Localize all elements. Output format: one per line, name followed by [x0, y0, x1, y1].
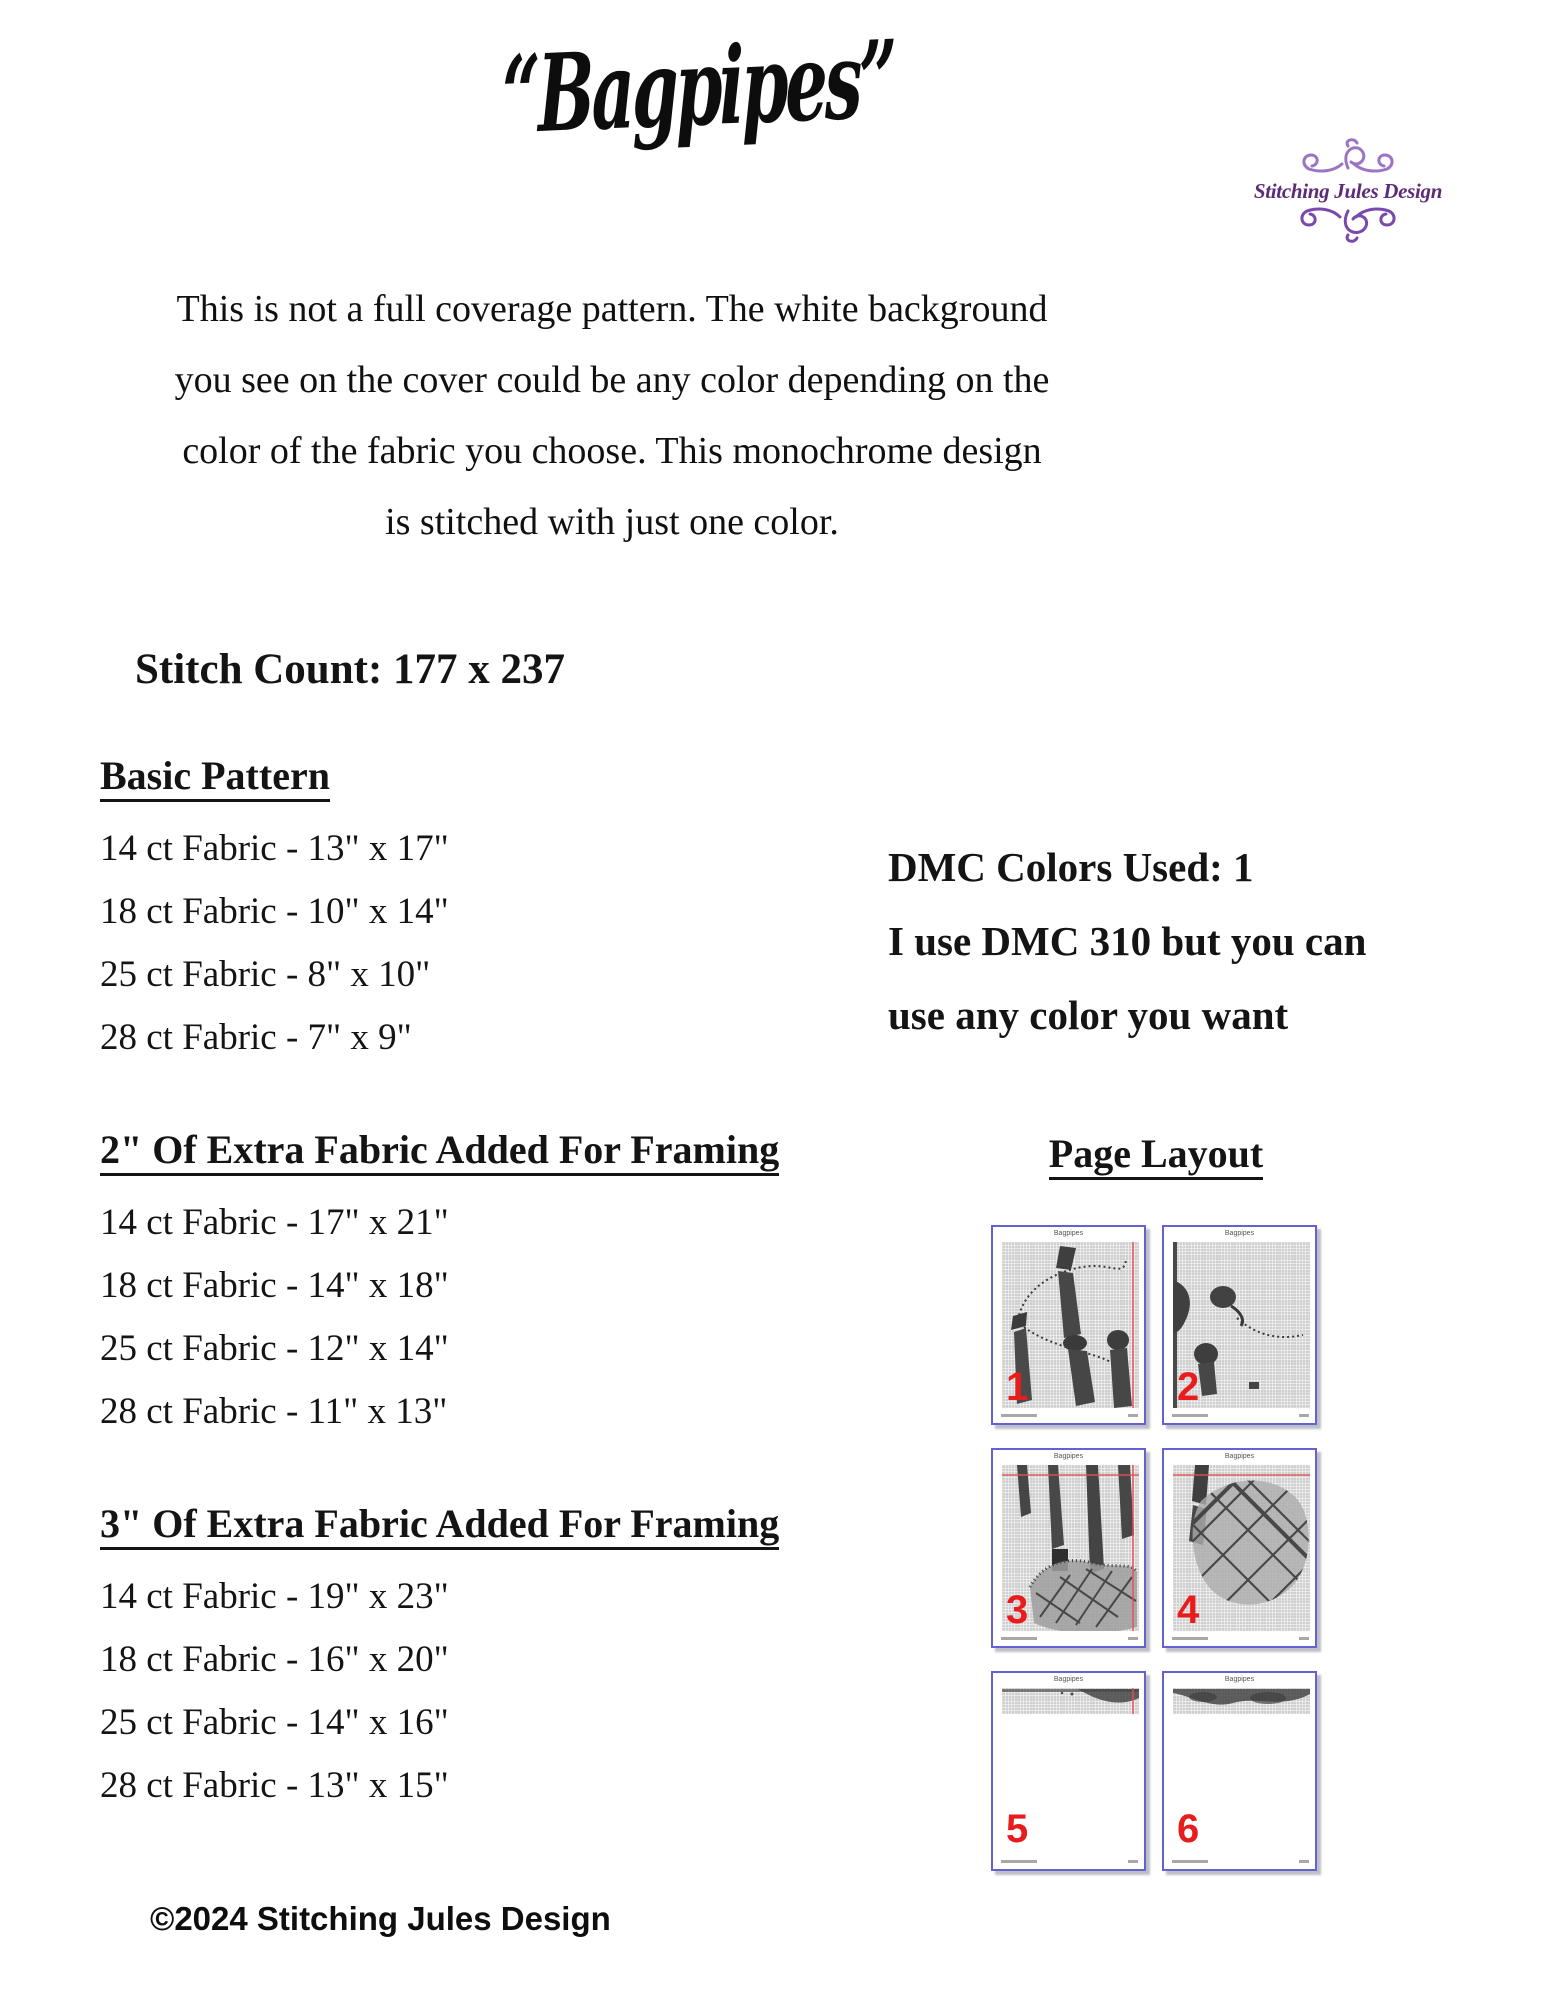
- fabric-size-item: 18 ct Fabric - 10" x 14": [100, 891, 449, 932]
- thumbnail-footer-left: [1001, 1414, 1037, 1417]
- pattern-boundary-line: [1002, 1474, 1139, 1476]
- page-thumbnail-2: [1162, 1225, 1317, 1425]
- thumbnail-footer-right: [1128, 1860, 1138, 1863]
- thumbnail-mini-title: Bagpipes: [1053, 1230, 1084, 1237]
- thumbnail-page-number: 5: [1006, 1807, 1029, 1851]
- thumbnail-mini-title: Bagpipes: [1053, 1453, 1084, 1460]
- intro-line: is stitched with just one color.: [385, 501, 839, 543]
- copyright-text: ©2024 Stitching Jules Design: [150, 1900, 611, 1937]
- thumbnail-page-number: 1: [1006, 1365, 1029, 1409]
- fabric-size-item: 28 ct Fabric - 13" x 15": [100, 1765, 449, 1806]
- fabric-size-item: 25 ct Fabric - 14" x 16": [100, 1702, 449, 1743]
- bagpipes-pattern-art: [1173, 1688, 1310, 1714]
- brand-logo: [1248, 138, 1448, 243]
- thumbnail-footer-left: [1001, 1637, 1037, 1640]
- page-layout-heading: Page Layout: [991, 1130, 1321, 1177]
- pattern-boundary-line: [1173, 1474, 1310, 1476]
- thumbnail-mini-title: Bagpipes: [1053, 1676, 1084, 1683]
- dmc-colors-block: [888, 830, 1366, 1052]
- thumbnail-page-number: 6: [1177, 1807, 1200, 1851]
- thumbnail-footer-left: [1172, 1414, 1208, 1417]
- page-thumbnail-4: [1162, 1448, 1317, 1648]
- intro-paragraph: [112, 274, 1112, 558]
- intro-line: color of the fabric you choose. This monochrome design: [182, 430, 1042, 472]
- basic-pattern-heading: Basic Pattern: [100, 752, 449, 799]
- framing-2in-section: [100, 1126, 779, 1443]
- page-thumbnail-5: [991, 1671, 1146, 1871]
- thumbnail-page-number: 2: [1177, 1365, 1200, 1409]
- fabric-size-item: 14 ct Fabric - 19" x 23": [100, 1576, 449, 1617]
- page-thumbnail-6: [1162, 1671, 1317, 1871]
- thumbnail-footer-right: [1299, 1414, 1309, 1417]
- brand-name: Stitching Jules Design: [1253, 179, 1443, 203]
- fabric-size-item: 25 ct Fabric - 12" x 14": [100, 1328, 449, 1369]
- page-title: “Bagpipes”: [501, 17, 896, 159]
- pattern-boundary-line: [1132, 1465, 1134, 1631]
- fabric-size-item: 28 ct Fabric - 11" x 13": [100, 1391, 448, 1432]
- intro-line: This is not a full coverage pattern. The white background: [176, 288, 1048, 330]
- flourish-bottom-icon: [1292, 205, 1404, 243]
- thumbnail-footer-right: [1128, 1637, 1138, 1640]
- framing-2in-heading: 2" Of Extra Fabric Added For Framing: [100, 1126, 779, 1173]
- thumbnail-footer-right: [1299, 1637, 1309, 1640]
- thumbnail-mini-title: Bagpipes: [1224, 1676, 1255, 1683]
- stitch-count-label: Stitch Count: 177 x 237: [135, 646, 566, 693]
- fabric-size-item: 18 ct Fabric - 16" x 20": [100, 1639, 449, 1680]
- framing-3in-heading: 3" Of Extra Fabric Added For Framing: [100, 1500, 779, 1547]
- basic-pattern-section: [100, 752, 449, 1069]
- fabric-size-item: 25 ct Fabric - 8" x 10": [100, 954, 431, 995]
- thumbnail-page-number: 3: [1006, 1588, 1029, 1632]
- thumbnail-footer-left: [1172, 1860, 1208, 1863]
- thumbnail-footer-right: [1299, 1860, 1309, 1863]
- thumbnail-mini-title: Bagpipes: [1224, 1230, 1255, 1237]
- dmc-line: use any color you want: [888, 992, 1289, 1038]
- pattern-grid-preview: [1173, 1688, 1310, 1714]
- page-thumbnail-1: [991, 1225, 1146, 1425]
- pattern-boundary-line: [1132, 1688, 1134, 1714]
- page-thumbnail-3: [991, 1448, 1146, 1648]
- thumbnail-mini-title: Bagpipes: [1224, 1453, 1255, 1460]
- thumbnail-footer-left: [1172, 1637, 1208, 1640]
- thumbnail-footer-right: [1128, 1414, 1138, 1417]
- pattern-boundary-line: [1132, 1242, 1134, 1408]
- bagpipes-pattern-art: [1002, 1688, 1139, 1714]
- fabric-size-item: 14 ct Fabric - 13" x 17": [100, 828, 449, 869]
- thumbnail-footer-left: [1001, 1860, 1037, 1863]
- fabric-size-item: 14 ct Fabric - 17" x 21": [100, 1202, 449, 1243]
- dmc-line: I use DMC 310 but you can: [888, 918, 1367, 964]
- fabric-size-item: 18 ct Fabric - 14" x 18": [100, 1265, 449, 1306]
- dmc-line: DMC Colors Used: 1: [888, 844, 1254, 890]
- flourish-top-icon: [1296, 138, 1400, 178]
- intro-line: you see on the cover could be any color depending on the: [174, 359, 1050, 401]
- fabric-size-item: 28 ct Fabric - 7" x 9": [100, 1017, 412, 1058]
- framing-3in-section: [100, 1500, 779, 1817]
- thumbnail-page-number: 4: [1177, 1588, 1200, 1632]
- pattern-grid-preview: [1002, 1688, 1139, 1714]
